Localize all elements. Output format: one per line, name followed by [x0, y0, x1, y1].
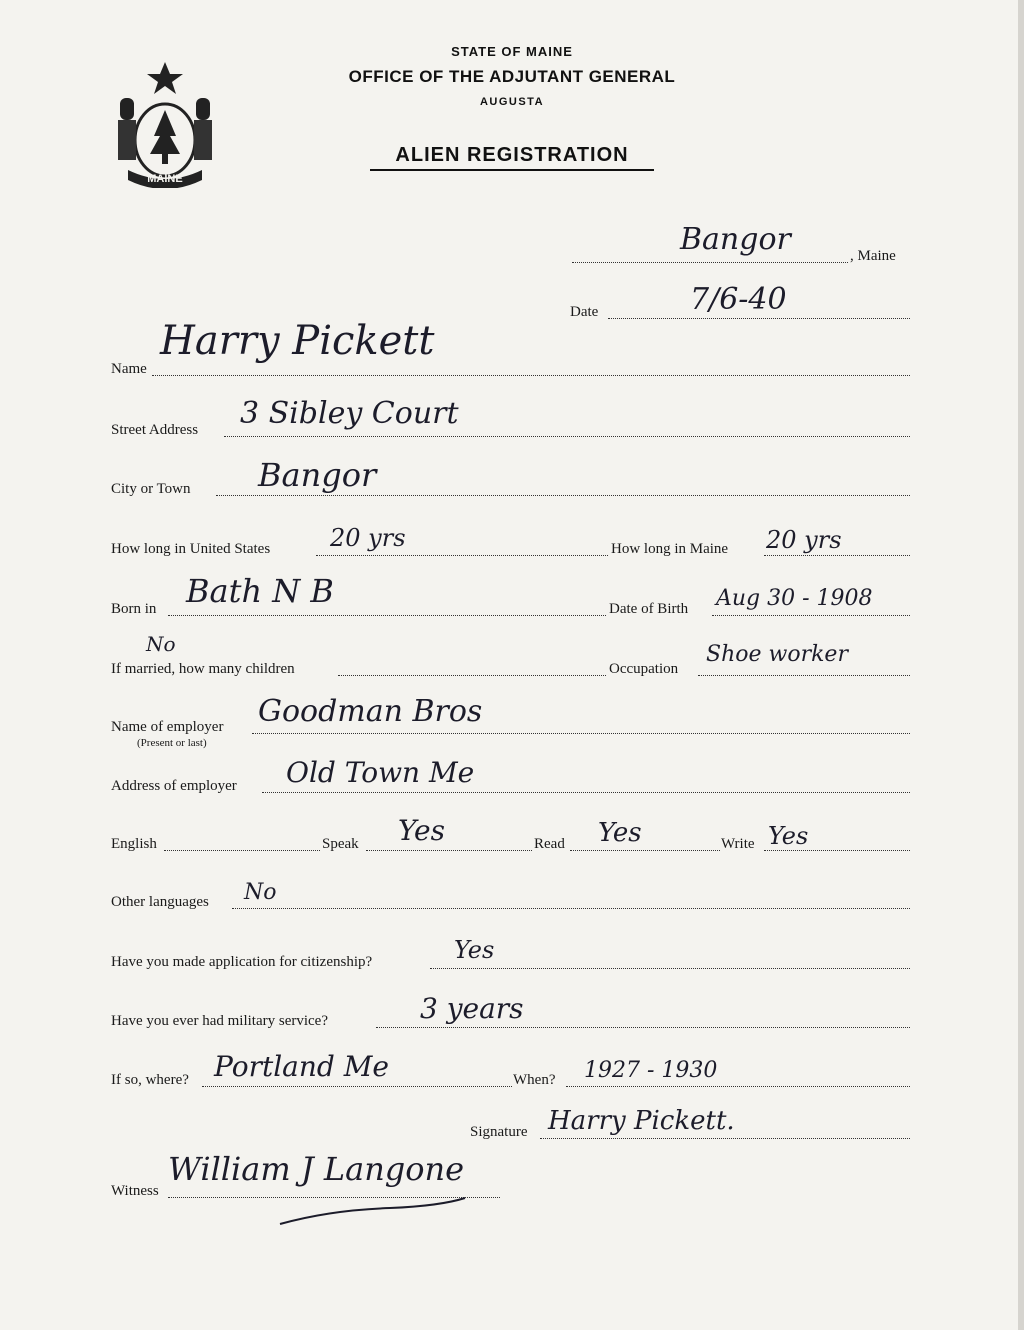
state-heading: STATE OF MAINE	[451, 44, 573, 59]
city-entry: Bangor	[258, 456, 377, 494]
how-long-us-label: How long in United States	[111, 541, 271, 557]
other-languages-line	[232, 908, 910, 909]
other-languages-entry: No	[244, 880, 277, 905]
when-line	[566, 1086, 910, 1087]
date-entry: 7/6-40	[690, 282, 787, 317]
children-label: If married, how many children	[111, 661, 295, 677]
citizenship-label: Have you made application for citizenship?	[111, 954, 373, 970]
street-label: Street Address	[111, 422, 199, 438]
occupation-line	[698, 675, 910, 676]
years-maine-entry: 20 yrs	[766, 526, 842, 554]
scan-edge	[1018, 0, 1024, 1330]
place-line	[572, 262, 848, 263]
employer-address-label: Address of employer	[111, 778, 237, 794]
employer-line	[252, 733, 910, 734]
form-title: ALIEN REGISTRATION	[370, 144, 654, 171]
maine-label: , Maine	[850, 248, 896, 264]
office-heading: OFFICE OF THE ADJUTANT GENERAL	[348, 67, 676, 86]
when-label: When?	[513, 1072, 556, 1088]
date-label: Date	[570, 304, 599, 320]
witness-label: Witness	[111, 1183, 159, 1199]
employer-note: (Present or last)	[137, 737, 207, 749]
signature-line	[540, 1138, 910, 1139]
dob-line	[712, 615, 910, 616]
name-label: Name	[111, 361, 147, 377]
witness-entry: William J Langone	[168, 1150, 465, 1188]
signature-entry: Harry Pickett.	[548, 1106, 735, 1136]
citizenship-entry: Yes	[454, 936, 495, 964]
dob-label: Date of Birth	[609, 601, 689, 617]
children-entry: No	[146, 632, 176, 656]
city-heading: AUGUSTA	[479, 96, 545, 108]
military-line	[376, 1027, 910, 1028]
citizenship-line	[430, 968, 910, 969]
read-line	[570, 850, 720, 851]
born-in-entry: Bath N B	[186, 572, 334, 610]
name-entry: Harry Pickett	[160, 318, 435, 364]
witness-flourish	[270, 1190, 470, 1230]
other-languages-label: Other languages	[111, 894, 209, 910]
how-long-maine-line	[764, 555, 910, 556]
write-entry: Yes	[768, 822, 809, 850]
place-entry: Bangor	[680, 222, 791, 257]
english-line	[164, 850, 320, 851]
speak-line	[366, 850, 532, 851]
how-long-us-line	[316, 555, 608, 556]
how-long-maine-label: How long in Maine	[611, 541, 729, 557]
occupation-label: Occupation	[609, 661, 679, 677]
employer-label: Name of employer	[111, 719, 224, 735]
signature-label: Signature	[470, 1124, 528, 1140]
employer-address-line	[262, 792, 910, 793]
date-line	[608, 318, 910, 319]
where-entry: Portland Me	[214, 1050, 389, 1083]
state-seal-icon	[110, 58, 220, 188]
city-label: City or Town	[111, 481, 191, 497]
city-line	[216, 495, 910, 496]
read-entry: Yes	[598, 818, 642, 848]
svg-text:MAINE: MAINE	[147, 173, 183, 185]
speak-entry: Yes	[398, 814, 445, 847]
born-in-label: Born in	[111, 601, 157, 617]
children-line	[338, 675, 606, 676]
dob-entry: Aug 30 - 1908	[716, 586, 873, 611]
write-label: Write	[721, 836, 755, 852]
employer-entry: Goodman Bros	[258, 694, 483, 729]
when-entry: 1927 - 1930	[584, 1058, 718, 1083]
born-in-line	[168, 615, 606, 616]
years-us-entry: 20 yrs	[330, 524, 406, 552]
employer-address-entry: Old Town Me	[286, 756, 475, 789]
name-line	[152, 375, 910, 376]
write-line	[764, 850, 910, 851]
speak-label: Speak	[322, 836, 359, 852]
street-entry: 3 Sibley Court	[240, 396, 459, 431]
where-line	[202, 1086, 512, 1087]
read-label: Read	[534, 836, 565, 852]
military-label: Have you ever had military service?	[111, 1013, 328, 1029]
english-label: English	[111, 836, 157, 852]
where-label: If so, where?	[111, 1072, 189, 1088]
military-entry: 3 years	[420, 992, 524, 1025]
street-line	[224, 436, 910, 437]
occupation-entry: Shoe worker	[706, 642, 848, 667]
